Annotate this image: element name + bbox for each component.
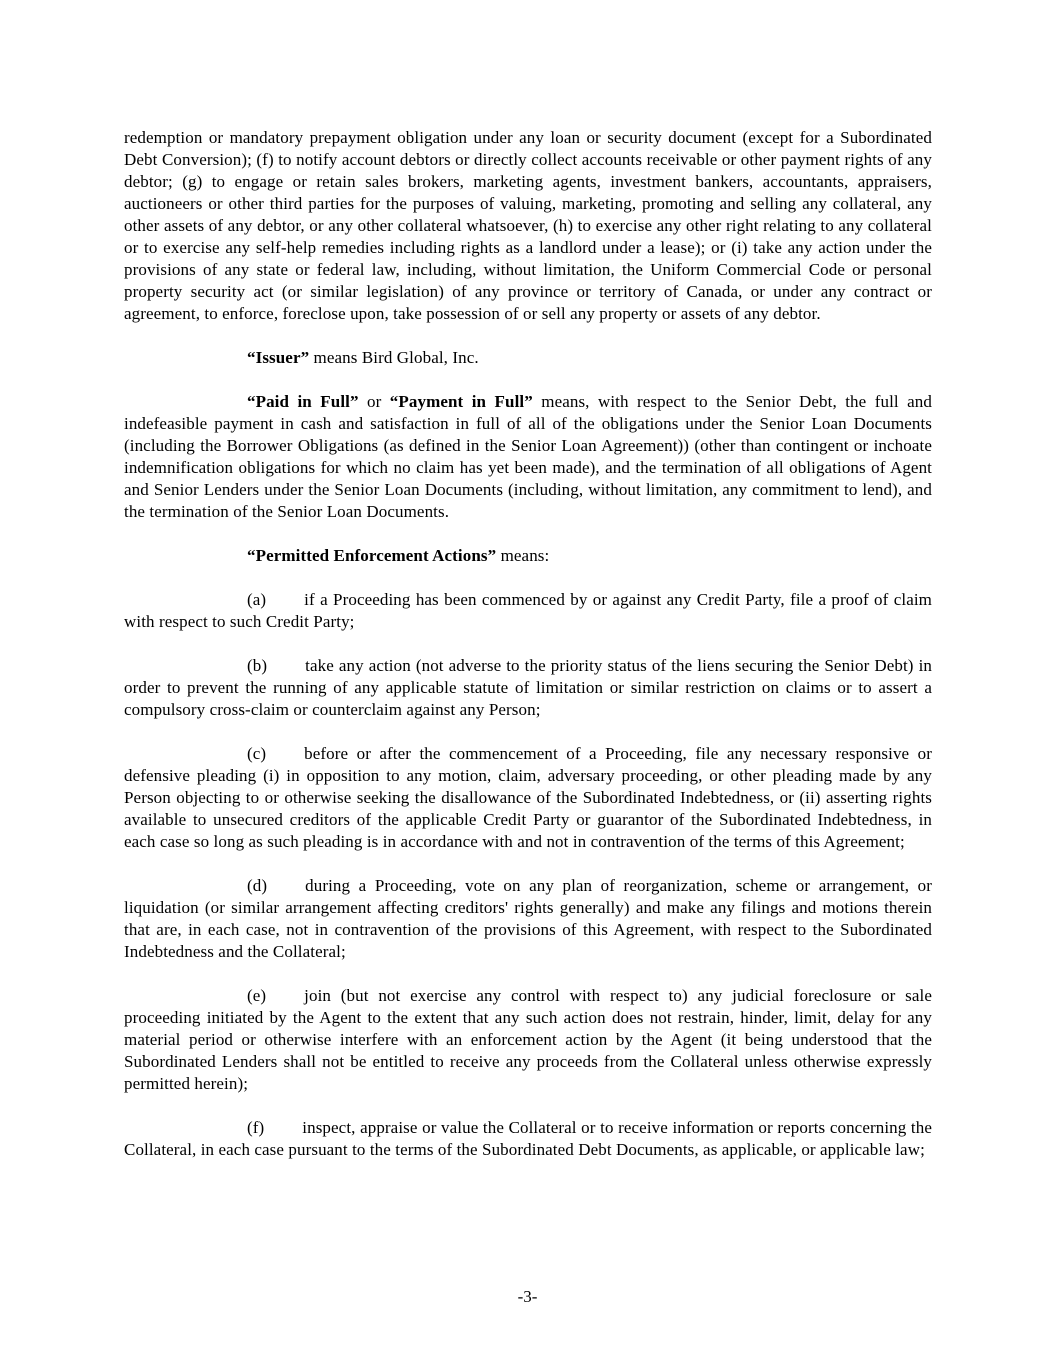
- page-number: -3-: [517, 1287, 538, 1306]
- defined-term: “Payment in Full”: [389, 392, 533, 411]
- text-run: means, with respect to the Senior Debt, the full and indefeasible payment in cash and satisfaction in full of all of the obligations under the Senior Loan Documents (including the Borrower Obligations (as defined in the Senior Loan Agreement)) (other than contingent or inchoate indemnification obligations for which no claim has yet been made), and the termination of all obligations of Agent and Senior Lenders under the Senior Loan Documents (including, without limitation, any commitment to lend), and the termination of the Senior Loan Documents.: [124, 392, 933, 521]
- list-item-paragraph: [124, 1117, 932, 1161]
- text-run: before or after the commencement of a Proceeding, file any necessary responsive or defensive pleading (i) in opposition to any motion, claim, adversary proceeding, or other pleading made by any Person objecting to or otherwise seeking the disallowance of the Subordinated Indebtedness, or (ii) asserting rights available to unsecured creditors of the applicable Credit Party or guarantor of the Subordinated Indebtedness, in each case so long as such pleading is in accordance with and not in contravention of the terms of this Agreement;: [124, 744, 932, 851]
- text-run: if a Proceeding has been commenced by or against any Credit Party, file a proof of claim with respect to such Credit Party;: [124, 590, 932, 631]
- list-item-marker: (b): [247, 656, 268, 675]
- paragraph: [124, 545, 932, 567]
- list-item-paragraph: [124, 875, 932, 963]
- paragraph: [124, 127, 932, 325]
- list-item-paragraph: [124, 743, 932, 853]
- document-body: [124, 127, 932, 1183]
- list-item-marker: (d): [247, 876, 268, 895]
- text-run: means:: [496, 546, 550, 565]
- text-run: join (but not exercise any control with respect to) any judicial foreclosure or sale proceeding initiated by the Agent to the extent that any such action does not restrain, hinder, limit, delay for any material period or otherwise interfere with an enforcement action by the Agent (it being understood that the Subordinated Lenders shall not be entitled to receive any proceeds from the Collateral unless otherwise expressly permitted herein);: [124, 986, 932, 1093]
- text-run: redemption or mandatory prepayment obligation under any loan or security document (except for a Subordinated Debt Conversion); (f) to notify account debtors or directly collect accounts receivable or other payment rights of any debtor; (g) to engage or retain sales brokers, marketing agents, investment bankers, accountants, appraisers, auctioneers or other third parties for the purposes of valuing, marketing, promoting and selling any collateral, any other assets of any debtor, or any other collateral whatsoever, (h) to exercise any other right relating to any collateral or to exercise any self-help remedies including rights as a landlord under a lease); or (i) take any action under the provisions of any state or federal law, including, without limitation, the Uniform Commercial Code or personal property security act (or similar legislation) of any province or territory of Canada, or under any contract or agreement, to enforce, foreclose upon, take possession of or sell any property or assets of any debtor.: [124, 128, 932, 323]
- defined-term: “Permitted Enforcement Actions”: [247, 546, 497, 565]
- paragraph: [124, 391, 932, 523]
- list-item-marker: (a): [247, 590, 267, 609]
- paragraph: [124, 347, 932, 369]
- text-run: means Bird Global, Inc.: [309, 348, 479, 367]
- text-run: take any action (not adverse to the priority status of the liens securing the Senior Debt) in order to prevent the running of any applicable statute of limitation or similar restriction on claims or to assert a compulsory cross-claim or counterclaim against any Person;: [124, 656, 932, 719]
- defined-term: “Issuer”: [247, 348, 310, 367]
- text-run: during a Proceeding, vote on any plan of reorganization, scheme or arrangement, or liquidation (or similar arrangement affecting creditors' rights generally) and make any filings and motions therein that are, in each case, not in contravention of the provisions of this Agreement, with respect to the Subordinated Indebtedness and the Collateral;: [124, 876, 932, 961]
- text-run: inspect, appraise or value the Collateral or to receive information or reports concerning the Collateral, in each case pursuant to the terms of the Subordinated Debt Documents, as applicable, or applicable law;: [124, 1118, 932, 1159]
- list-item-marker: (c): [247, 744, 267, 763]
- list-item-marker: (e): [247, 986, 267, 1005]
- list-item-paragraph: [124, 589, 932, 633]
- list-item-marker: (f): [247, 1118, 265, 1137]
- text-run: or: [358, 392, 390, 411]
- defined-term: “Paid in Full”: [247, 392, 359, 411]
- list-item-paragraph: [124, 655, 932, 721]
- list-item-paragraph: [124, 985, 932, 1095]
